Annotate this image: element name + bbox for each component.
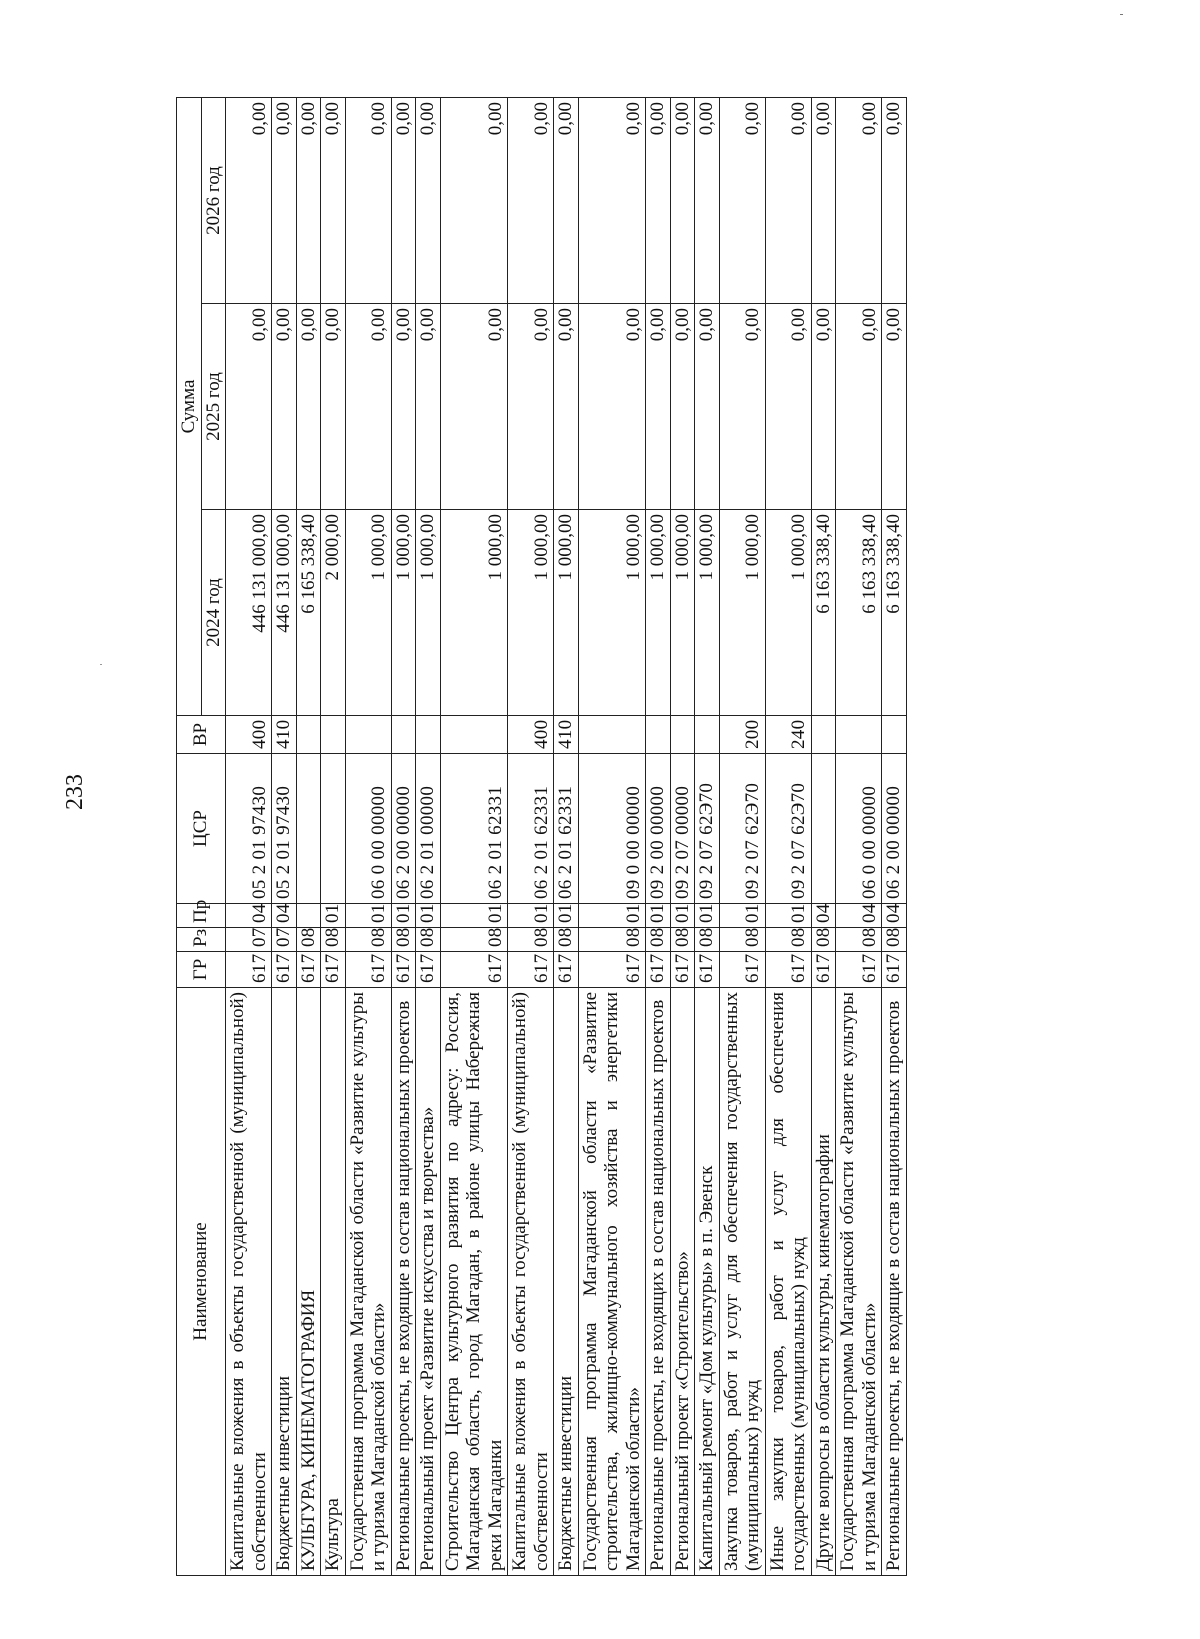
cell-csr: 06 2 00 00000 bbox=[391, 754, 416, 904]
cell-2024: 1 000,00 bbox=[578, 510, 646, 716]
scan-speck bbox=[1120, 14, 1123, 15]
cell-vr bbox=[296, 716, 321, 754]
table-body bbox=[226, 98, 907, 1576]
cell-rz: 08 bbox=[765, 928, 811, 952]
cell-vr bbox=[882, 716, 907, 754]
cell-rz: 08 bbox=[646, 928, 671, 952]
cell-2025: 0,00 bbox=[765, 304, 811, 510]
cell-2026: 0,00 bbox=[882, 98, 907, 304]
table-row bbox=[272, 98, 297, 1576]
cell-pr: 01 bbox=[508, 904, 554, 928]
cell-2026: 0,00 bbox=[719, 98, 765, 304]
cell-rz: 07 bbox=[226, 928, 272, 952]
cell-2025: 0,00 bbox=[836, 304, 882, 510]
cell-2024: 1 000,00 bbox=[416, 510, 441, 716]
cell-csr: 09 2 00 00000 bbox=[646, 754, 671, 904]
cell-2025: 0,00 bbox=[695, 304, 720, 510]
table-row bbox=[508, 98, 554, 1576]
cell-rz: 08 bbox=[508, 928, 554, 952]
cell-2026: 0,00 bbox=[836, 98, 882, 304]
cell-rz: 08 bbox=[554, 928, 579, 952]
cell-2025: 0,00 bbox=[882, 304, 907, 510]
cell-pr: 01 bbox=[554, 904, 579, 928]
table-row bbox=[765, 98, 811, 1576]
table-row bbox=[646, 98, 671, 1576]
cell-2025: 0,00 bbox=[646, 304, 671, 510]
cell-pr: 04 bbox=[226, 904, 272, 928]
cell-vr bbox=[345, 716, 391, 754]
cell-2024: 6 163 338,40 bbox=[811, 510, 836, 716]
cell-csr: 05 2 01 97430 bbox=[226, 754, 272, 904]
cell-2024: 2 000,00 bbox=[321, 510, 346, 716]
cell-vr bbox=[695, 716, 720, 754]
cell-name: Государственная программа Магаданской области «Развитие культуры и туризма Магаданской области» bbox=[345, 988, 391, 1576]
cell-rz: 08 bbox=[440, 928, 508, 952]
cell-name: Капитальные вложения в объекты государственной (муниципальной) собственности bbox=[226, 988, 272, 1576]
header-name: Наименование bbox=[177, 988, 226, 1576]
cell-vr bbox=[391, 716, 416, 754]
cell-2026: 0,00 bbox=[272, 98, 297, 304]
cell-rz: 08 bbox=[811, 928, 836, 952]
cell-pr: 01 bbox=[321, 904, 346, 928]
cell-2026: 0,00 bbox=[554, 98, 579, 304]
cell-2024: 6 163 338,40 bbox=[882, 510, 907, 716]
cell-name: Иные закупки товаров, работ и услуг для обеспечения государственных (муниципальных) нужд bbox=[765, 988, 811, 1576]
cell-pr: 01 bbox=[765, 904, 811, 928]
cell-2024: 1 000,00 bbox=[670, 510, 695, 716]
cell-pr: 01 bbox=[440, 904, 508, 928]
cell-gr: 617 bbox=[416, 952, 441, 988]
cell-gr: 617 bbox=[321, 952, 346, 988]
cell-2026: 0,00 bbox=[440, 98, 508, 304]
table-row bbox=[554, 98, 579, 1576]
cell-2025: 0,00 bbox=[578, 304, 646, 510]
cell-gr: 617 bbox=[695, 952, 720, 988]
cell-2024: 1 000,00 bbox=[554, 510, 579, 716]
page-number: 233 bbox=[62, 774, 88, 810]
cell-name: Закупка товаров, работ и услуг для обеспечения государственных (муниципальных) нужд bbox=[719, 988, 765, 1576]
table-row bbox=[882, 98, 907, 1576]
cell-vr: 400 bbox=[508, 716, 554, 754]
cell-csr bbox=[811, 754, 836, 904]
cell-pr: 01 bbox=[646, 904, 671, 928]
cell-vr: 410 bbox=[272, 716, 297, 754]
cell-csr: 05 2 01 97430 bbox=[272, 754, 297, 904]
cell-2025: 0,00 bbox=[391, 304, 416, 510]
cell-2025: 0,00 bbox=[811, 304, 836, 510]
cell-rz: 08 bbox=[321, 928, 346, 952]
cell-csr: 09 2 07 00000 bbox=[670, 754, 695, 904]
cell-csr: 06 2 01 62331 bbox=[508, 754, 554, 904]
table-row bbox=[345, 98, 391, 1576]
cell-vr bbox=[811, 716, 836, 754]
table-row bbox=[226, 98, 272, 1576]
cell-gr: 617 bbox=[226, 952, 272, 988]
header-pr: Пр bbox=[177, 904, 226, 928]
cell-2026: 0,00 bbox=[670, 98, 695, 304]
cell-2024: 1 000,00 bbox=[719, 510, 765, 716]
cell-pr: 01 bbox=[695, 904, 720, 928]
cell-csr: 09 2 07 62Э70 bbox=[765, 754, 811, 904]
cell-gr: 617 bbox=[345, 952, 391, 988]
cell-2025: 0,00 bbox=[508, 304, 554, 510]
cell-2026: 0,00 bbox=[646, 98, 671, 304]
cell-pr: 01 bbox=[670, 904, 695, 928]
table-row bbox=[440, 98, 508, 1576]
cell-csr: 06 2 01 62331 bbox=[554, 754, 579, 904]
table-row bbox=[670, 98, 695, 1576]
cell-rz: 08 bbox=[416, 928, 441, 952]
cell-gr: 617 bbox=[296, 952, 321, 988]
cell-2024: 6 165 338,40 bbox=[296, 510, 321, 716]
cell-name: Государственная программа Магаданской области «Развитие строительства, жилищно-коммунального хозяйства и энергетики Магаданской области» bbox=[578, 988, 646, 1576]
cell-pr: 04 bbox=[811, 904, 836, 928]
header-year-2024: 2024 год bbox=[201, 510, 226, 716]
cell-vr: 410 bbox=[554, 716, 579, 754]
cell-name: Региональный проект «Развитие искусства и творчества» bbox=[416, 988, 441, 1576]
cell-rz: 08 bbox=[836, 928, 882, 952]
cell-2026: 0,00 bbox=[296, 98, 321, 304]
cell-2026: 0,00 bbox=[226, 98, 272, 304]
cell-name: Государственная программа Магаданской области «Развитие культуры и туризма Магаданской области» bbox=[836, 988, 882, 1576]
table-row bbox=[811, 98, 836, 1576]
cell-2024: 1 000,00 bbox=[391, 510, 416, 716]
cell-vr: 240 bbox=[765, 716, 811, 754]
cell-rz: 08 bbox=[296, 928, 321, 952]
cell-gr: 617 bbox=[882, 952, 907, 988]
cell-vr bbox=[646, 716, 671, 754]
cell-2025: 0,00 bbox=[440, 304, 508, 510]
cell-csr: 06 0 00 00000 bbox=[836, 754, 882, 904]
cell-2025: 0,00 bbox=[554, 304, 579, 510]
cell-pr: 01 bbox=[391, 904, 416, 928]
cell-name: Капитальный ремонт «Дом культуры» в п. Эвенск bbox=[695, 988, 720, 1576]
cell-gr: 617 bbox=[440, 952, 508, 988]
cell-vr bbox=[416, 716, 441, 754]
cell-2025: 0,00 bbox=[296, 304, 321, 510]
cell-2026: 0,00 bbox=[391, 98, 416, 304]
table-row bbox=[836, 98, 882, 1576]
cell-name: Бюджетные инвестиции bbox=[554, 988, 579, 1576]
cell-2024: 1 000,00 bbox=[646, 510, 671, 716]
cell-name: Бюджетные инвестиции bbox=[272, 988, 297, 1576]
cell-rz: 08 bbox=[882, 928, 907, 952]
table-row bbox=[578, 98, 646, 1576]
cell-csr bbox=[321, 754, 346, 904]
cell-2026: 0,00 bbox=[765, 98, 811, 304]
cell-2025: 0,00 bbox=[272, 304, 297, 510]
cell-rz: 08 bbox=[670, 928, 695, 952]
cell-pr: 01 bbox=[416, 904, 441, 928]
cell-csr: 09 2 07 62Э70 bbox=[719, 754, 765, 904]
cell-csr: 09 0 00 00000 bbox=[578, 754, 646, 904]
cell-gr: 617 bbox=[811, 952, 836, 988]
header-gr: ГР bbox=[177, 952, 226, 988]
header-rz: Рз bbox=[177, 928, 226, 952]
cell-vr bbox=[440, 716, 508, 754]
table-row bbox=[296, 98, 321, 1576]
cell-gr: 617 bbox=[719, 952, 765, 988]
rotated-table-container bbox=[176, 98, 1136, 1576]
cell-gr: 617 bbox=[554, 952, 579, 988]
cell-2024: 446 131 000,00 bbox=[226, 510, 272, 716]
header-year-2025: 2025 год bbox=[201, 304, 226, 510]
cell-vr: 400 bbox=[226, 716, 272, 754]
header-year-2026: 2026 год bbox=[201, 98, 226, 304]
cell-2025: 0,00 bbox=[670, 304, 695, 510]
cell-name: Капитальные вложения в объекты государственной (муниципальной) собственности bbox=[508, 988, 554, 1576]
cell-pr: 01 bbox=[345, 904, 391, 928]
cell-gr: 617 bbox=[578, 952, 646, 988]
table-row bbox=[695, 98, 720, 1576]
cell-csr: 06 2 01 62331 bbox=[440, 754, 508, 904]
header-csr: ЦСР bbox=[177, 754, 226, 904]
cell-name: Другие вопросы в области культуры, кинематографии bbox=[811, 988, 836, 1576]
cell-rz: 07 bbox=[272, 928, 297, 952]
cell-csr: 06 0 00 00000 bbox=[345, 754, 391, 904]
cell-2025: 0,00 bbox=[321, 304, 346, 510]
cell-2026: 0,00 bbox=[508, 98, 554, 304]
cell-pr: 04 bbox=[836, 904, 882, 928]
cell-2026: 0,00 bbox=[578, 98, 646, 304]
cell-2025: 0,00 bbox=[345, 304, 391, 510]
scan-speck bbox=[100, 664, 102, 665]
cell-2026: 0,00 bbox=[695, 98, 720, 304]
cell-vr bbox=[670, 716, 695, 754]
cell-pr bbox=[296, 904, 321, 928]
cell-name: Региональный проект «Строительство» bbox=[670, 988, 695, 1576]
table-row bbox=[416, 98, 441, 1576]
cell-csr bbox=[296, 754, 321, 904]
cell-vr bbox=[321, 716, 346, 754]
cell-gr: 617 bbox=[272, 952, 297, 988]
cell-vr: 200 bbox=[719, 716, 765, 754]
cell-2025: 0,00 bbox=[719, 304, 765, 510]
header-sum: Сумма bbox=[177, 98, 202, 716]
cell-2025: 0,00 bbox=[226, 304, 272, 510]
cell-name: Региональные проекты, не входящие в состав национальных проектов bbox=[391, 988, 416, 1576]
cell-2024: 1 000,00 bbox=[695, 510, 720, 716]
cell-rz: 08 bbox=[578, 928, 646, 952]
cell-csr: 06 2 00 00000 bbox=[882, 754, 907, 904]
cell-2024: 6 163 338,40 bbox=[836, 510, 882, 716]
budget-table bbox=[176, 97, 907, 1576]
cell-pr: 01 bbox=[578, 904, 646, 928]
cell-gr: 617 bbox=[391, 952, 416, 988]
cell-gr: 617 bbox=[508, 952, 554, 988]
cell-name: Региональные проекты, не входящих в состав национальных проектов bbox=[646, 988, 671, 1576]
cell-gr: 617 bbox=[670, 952, 695, 988]
header-vr: ВР bbox=[177, 716, 226, 754]
cell-csr: 09 2 07 62Э70 bbox=[695, 754, 720, 904]
cell-2026: 0,00 bbox=[416, 98, 441, 304]
cell-2024: 1 000,00 bbox=[765, 510, 811, 716]
cell-vr bbox=[578, 716, 646, 754]
cell-rz: 08 bbox=[719, 928, 765, 952]
cell-rz: 08 bbox=[391, 928, 416, 952]
cell-2026: 0,00 bbox=[345, 98, 391, 304]
cell-gr: 617 bbox=[646, 952, 671, 988]
cell-name: Строительство Центра культурного развития по адресу: Россия, Магаданская область, город Магадан, в районе улицы Набережная реки Магаданки bbox=[440, 988, 508, 1576]
table-header bbox=[177, 98, 226, 1576]
cell-pr: 04 bbox=[882, 904, 907, 928]
cell-2026: 0,00 bbox=[811, 98, 836, 304]
cell-2025: 0,00 bbox=[416, 304, 441, 510]
cell-pr: 01 bbox=[719, 904, 765, 928]
cell-gr: 617 bbox=[765, 952, 811, 988]
cell-name: Культура bbox=[321, 988, 346, 1576]
cell-rz: 08 bbox=[345, 928, 391, 952]
table-row bbox=[719, 98, 765, 1576]
cell-2024: 1 000,00 bbox=[345, 510, 391, 716]
cell-csr: 06 2 01 00000 bbox=[416, 754, 441, 904]
cell-2024: 1 000,00 bbox=[440, 510, 508, 716]
table-row bbox=[391, 98, 416, 1576]
cell-2024: 446 131 000,00 bbox=[272, 510, 297, 716]
cell-vr bbox=[836, 716, 882, 754]
cell-name: КУЛЬТУРА, КИНЕМАТОГРАФИЯ bbox=[296, 988, 321, 1576]
cell-rz: 08 bbox=[695, 928, 720, 952]
cell-2026: 0,00 bbox=[321, 98, 346, 304]
cell-2024: 1 000,00 bbox=[508, 510, 554, 716]
cell-pr: 04 bbox=[272, 904, 297, 928]
table-row bbox=[321, 98, 346, 1576]
cell-name: Региональные проекты, не входящие в состав национальных проектов bbox=[882, 988, 907, 1576]
cell-gr: 617 bbox=[836, 952, 882, 988]
